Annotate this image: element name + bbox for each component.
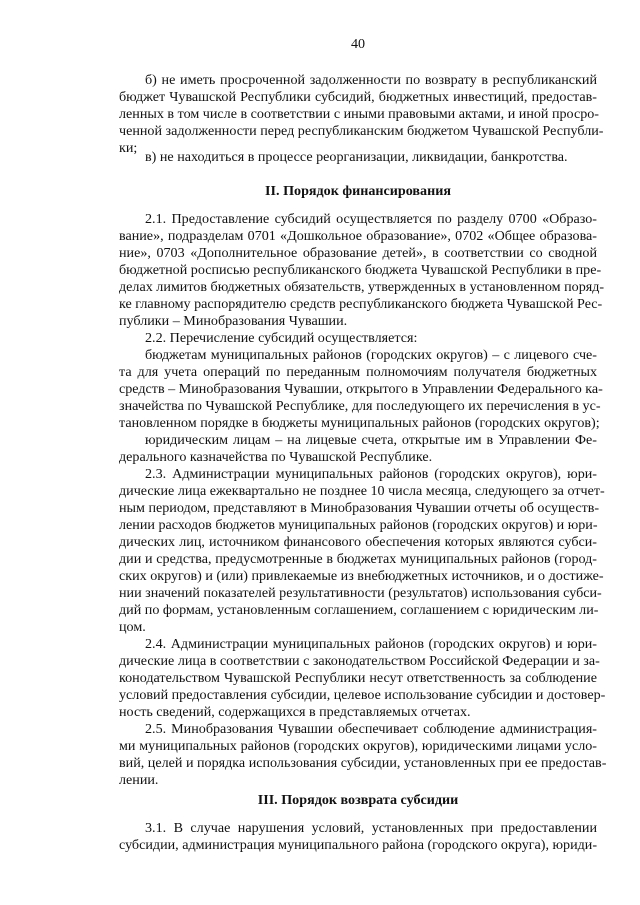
paragraph-line: б) не иметь просроченной задолженности по возврату в республиканский xyxy=(145,72,597,88)
paragraph-line: бюджет Чувашской Республики субсидий, бюджетных инвестиций, предостав- xyxy=(119,89,597,105)
paragraph-line: субсидии, администрация муниципального района (городского округа), юриди- xyxy=(119,837,598,853)
paragraph-line: тановленном порядке в бюджеты муниципальных районов (городских округов); xyxy=(119,415,600,431)
paragraph-line: ских округов) и (или) привлекаемые из внебюджетных источников, и о достиже- xyxy=(119,568,604,584)
paragraph-line: дерального казначейства по Чувашской Республике. xyxy=(119,449,433,465)
paragraph-line: дических лиц, источником финансового обеспечения которых являются субси- xyxy=(119,534,597,550)
paragraph-line: цом. xyxy=(119,619,146,635)
paragraph-line: 2.1. Предоставление субсидий осуществляется по разделу 0700 «Образо- xyxy=(145,211,597,227)
paragraph-line: значейства по Чувашской Республике, для последующего их перечисления в ус- xyxy=(119,398,601,414)
section-heading: III. Порядок возврата субсидии xyxy=(257,792,459,808)
paragraph-line: ми муниципальных районов (городских округов), юридическими лицами усло- xyxy=(119,738,597,754)
paragraph-line: делах лимитов бюджетных обязательств, утвержденных в установленном поряд- xyxy=(119,279,605,295)
paragraph-line: 2.5. Минобразования Чувашии обеспечивает соблюдение администрация- xyxy=(145,721,597,737)
paragraph-line: вий, целей и порядка использования субсидии, установленных при ее предостав- xyxy=(119,755,607,771)
paragraph-line: лении расходов бюджетов муниципальных районов (городских округов) и юри- xyxy=(119,517,598,533)
paragraph-line: ность сведений, содержащихся в представляемых отчетах. xyxy=(119,704,471,720)
paragraph-line: дий по формам, установленным соглашением, соглашением с юридическим ли- xyxy=(119,602,599,618)
paragraph-line: ным периодом, представляют в Минобразования Чувашии отчеты об осуществ- xyxy=(119,500,600,516)
paragraph-line: публики – Минобразования Чувашии. xyxy=(119,313,348,329)
paragraph-line: 2.3. Администрации муниципальных районов (городских округов), юри- xyxy=(145,466,597,482)
paragraph-line: ленных в том числе в соответствии с иными правовыми актами, и иной просро- xyxy=(119,106,599,122)
paragraph-line: юридическим лицам – на лицевые счета, открытые им в Управлении Фе- xyxy=(145,432,597,448)
paragraph-line: бюджетам муниципальных районов (городских округов) – с лицевого сче- xyxy=(145,347,597,363)
paragraph-line: лении. xyxy=(119,772,159,788)
paragraph-line: та для учета операций по переданным полномочиям получателя бюджетных xyxy=(119,364,597,380)
paragraph-line: в) не находиться в процессе реорганизации, ликвидации, банкротства. xyxy=(145,149,568,165)
paragraph-line: бюджетной росписью республиканского бюджета Чувашской Республики в пре- xyxy=(119,262,602,278)
paragraph-line: нии значений показателей результативности (результатов) использования субси- xyxy=(119,585,602,601)
paragraph-line: конодательством Чувашской Республики несут ответственность за соблюдение xyxy=(119,670,597,686)
page-number: 40 xyxy=(350,36,366,52)
paragraph-line: вание», подразделам 0701 «Дошкольное образование», 0702 «Общее образова- xyxy=(119,228,597,244)
paragraph-line: ки; xyxy=(119,140,138,156)
paragraph-line: ке главному распорядителю средств республиканского бюджета Чувашской Рес- xyxy=(119,296,603,312)
paragraph-line: средств – Минобразования Чувашии, открытого в Управлении Федерального ка- xyxy=(119,381,603,397)
paragraph-line: дии и средства, предусмотренные в бюджетах муниципальных районов (город- xyxy=(119,551,597,567)
paragraph-line: ние», 0703 «Дополнительное образование детей», в соответствии со сводной xyxy=(119,245,597,261)
paragraph-line: 2.4. Администрации муниципальных районов (городских округов) и юри- xyxy=(145,636,597,652)
paragraph-line: 2.2. Перечисление субсидий осуществляется: xyxy=(145,330,418,346)
paragraph-line: ченной задолженности перед республиканским бюджетом Чувашской Республи- xyxy=(119,123,604,139)
paragraph-line: дические лица ежеквартально не позднее 10 числа месяца, следующего за отчет- xyxy=(119,483,605,499)
paragraph-line: 3.1. В случае нарушения условий, установленных при предоставлении xyxy=(145,820,597,836)
paragraph-line: условий предоставления субсидии, целевое использование субсидии и достовер- xyxy=(119,687,606,703)
paragraph-line: дические лица в соответствии с законодательством Российской Федерации и за- xyxy=(119,653,600,669)
section-heading: II. Порядок финансирования xyxy=(265,183,451,199)
